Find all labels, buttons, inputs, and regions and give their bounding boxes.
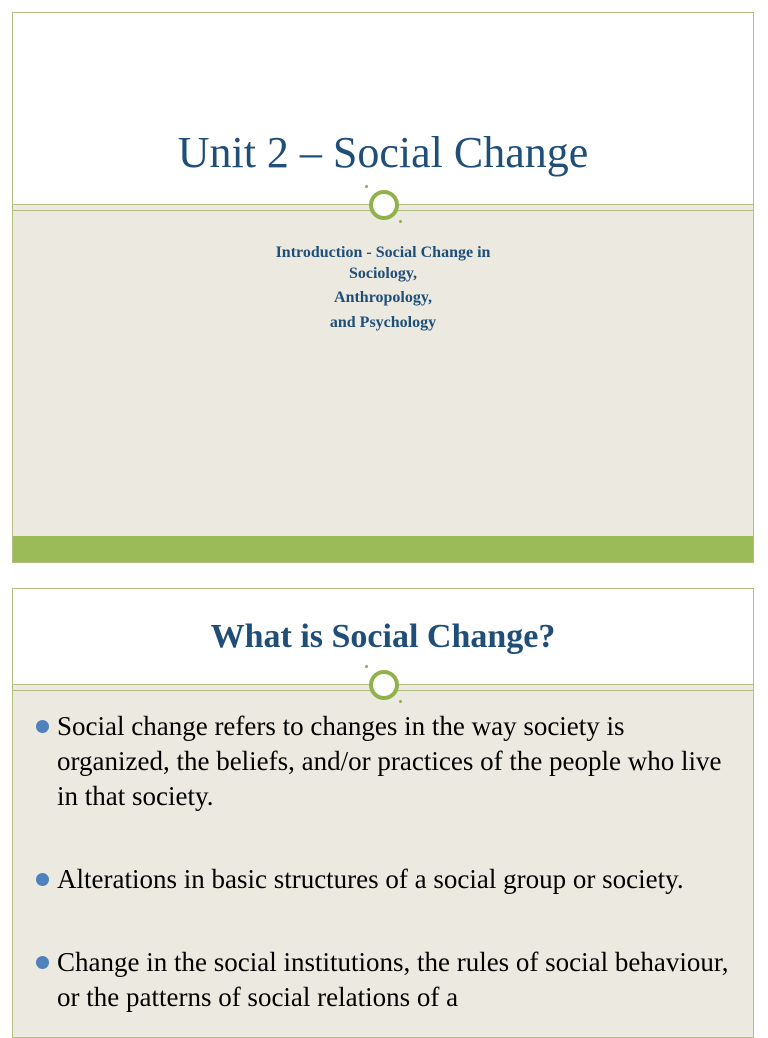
subtitle-line: Anthropology,	[334, 289, 432, 306]
bullet-text: Alterations in basic structures of a social group or society.	[57, 864, 684, 894]
bullet-text: Change in the social institutions, the rules of social behaviour, or the patterns of social relations of a	[57, 947, 729, 1012]
list-item	[33, 709, 733, 814]
ornament-dot-icon	[399, 700, 402, 703]
ring-ornament-icon	[369, 190, 399, 220]
bullet-dot-icon	[36, 720, 49, 733]
bullet-dot-icon	[36, 956, 49, 969]
ornament-dot-icon	[399, 220, 402, 223]
bullet-dot-icon	[36, 873, 49, 886]
slide-1-subtitle	[13, 242, 753, 334]
slide-1	[12, 12, 754, 563]
slide-1-header-area	[13, 13, 753, 204]
slide-2-title: What is Social Change?	[210, 618, 556, 655]
bullet-list	[33, 709, 733, 1038]
list-item	[33, 945, 733, 1015]
subtitle-line: Sociology,	[348, 265, 417, 282]
list-item	[33, 862, 733, 897]
ornament-dot-icon	[365, 665, 368, 668]
footer-band	[13, 536, 753, 562]
subtitle-line: and Psychology	[329, 314, 437, 331]
bullet-text: Social change refers to changes in the way society is organized, the beliefs, and/or practices of the people who live in that society.	[57, 711, 722, 811]
slide-1-title: Unit 2 – Social Change	[177, 128, 589, 177]
ornament-dot-icon	[365, 185, 368, 188]
slide-2	[12, 588, 754, 1038]
ring-ornament-icon	[369, 670, 399, 700]
subtitle-line: Introduction - Social Change in	[275, 244, 491, 261]
